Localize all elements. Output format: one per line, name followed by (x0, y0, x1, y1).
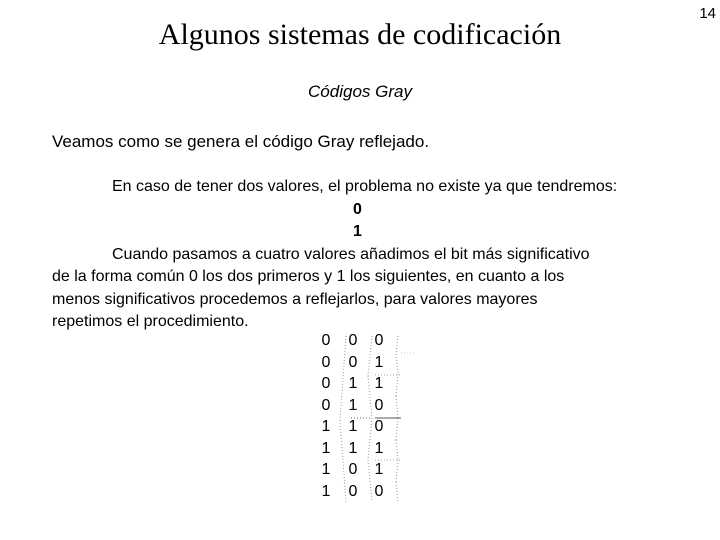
gray-column-lsb (368, 330, 390, 502)
gray-bit: 0 (321, 375, 331, 392)
slide-subtitle: Códigos Gray (308, 82, 412, 101)
two-value-bit-1: 1 (353, 223, 362, 240)
gray-bit: 1 (348, 439, 358, 457)
gray-code-table (312, 330, 416, 506)
gray-column-middle (342, 330, 364, 502)
gray-bit: 1 (374, 439, 384, 457)
gray-bit: 0 (348, 332, 358, 349)
gray-bit: 1 (321, 482, 331, 500)
paragraph-line-1: En caso de tener dos valores, el problema no existe ya que tendremos: (112, 178, 618, 195)
paragraph-line-2: Cuando pasamos a cuatro valores añadimos el bit más significativo (112, 245, 590, 263)
gray-bit: 1 (348, 418, 358, 435)
gray-bit: 1 (348, 375, 358, 392)
gray-bit: 1 (374, 375, 384, 392)
gray-bit: 0 (321, 396, 331, 414)
slide-title: Algunos sistemas de codificación (158, 18, 562, 51)
gray-bit: 0 (348, 461, 358, 478)
gray-bit: 0 (374, 332, 384, 349)
gray-bit: 0 (321, 332, 331, 349)
gray-bit: 0 (321, 353, 331, 371)
gray-bit: 1 (374, 353, 384, 371)
paragraph-line-5: repetimos el procedimiento. (52, 313, 249, 330)
gray-column-msb (315, 330, 337, 502)
gray-bit: 1 (374, 461, 384, 478)
gray-bit: 0 (348, 482, 358, 500)
intro-text: Veamos como se genera el código Gray reflejado. (52, 132, 430, 151)
paragraph-line-4: menos significativos procedemos a reflejarlos, para valores mayores (52, 290, 538, 308)
page-number: 14 (699, 5, 716, 22)
gray-bit: 1 (321, 439, 331, 457)
gray-bit: 1 (348, 396, 358, 414)
gray-bit: 1 (321, 461, 331, 478)
gray-bit: 0 (374, 418, 384, 435)
gray-bit: 0 (374, 482, 384, 500)
gray-bit: 1 (321, 418, 331, 435)
explanation-paragraph (52, 176, 692, 334)
paragraph-line-3: de la forma común 0 los dos primeros y 1 los siguientes, en cuanto a los (52, 268, 565, 285)
two-value-bit-0: 0 (353, 200, 362, 218)
gray-bit: 0 (348, 353, 358, 371)
gray-bit: 0 (374, 396, 384, 414)
